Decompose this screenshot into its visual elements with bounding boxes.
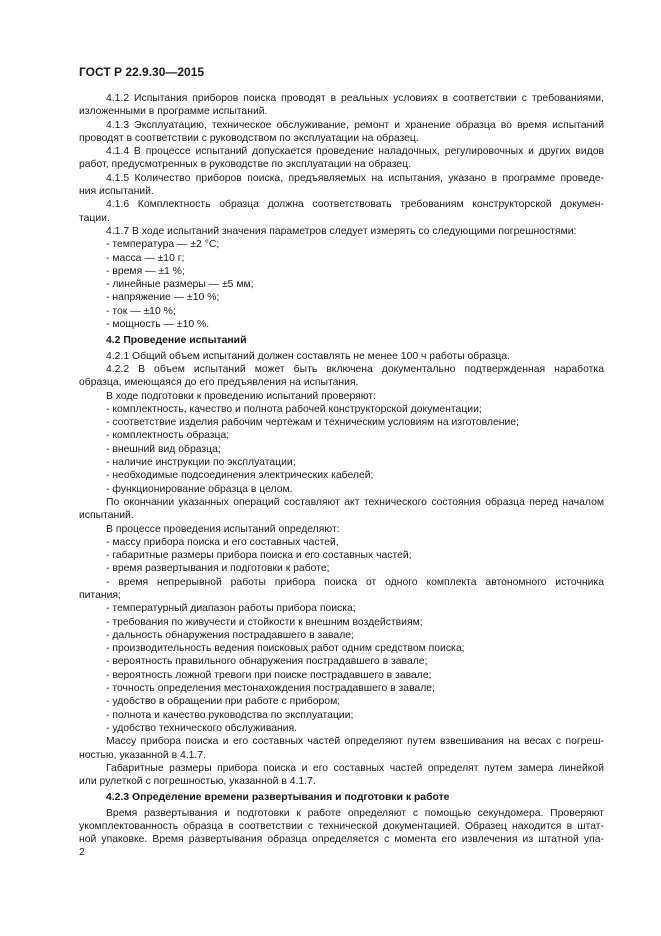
text-line: - время непрерывной работы прибора поиска от одного комплекта автономного источника [106,576,604,588]
text-line: - требования по живучести и стойкости к внешним воздействиям; [106,616,423,628]
text-line: - вероятность правильного обнаружения пострадавшего в завале; [106,656,428,668]
text-line: Время развертывания и подготовки к работе определяют с помощью секундомера. Проверяют [106,807,604,819]
text-line: - соответствие изделия рабочим чертежам и техническим условиям на изготовление; [106,417,519,429]
text-line: 4.1.2 Испытания приборов поиска проводят в реальных условиях в соответствии с требованиями, [106,93,604,104]
text-line: 4.1.6 Комплектность образца должна соответствовать требованиям конструкторской докумен- [106,199,604,211]
text-line: - внешний вид образца; [106,443,221,455]
paragraph [79,762,604,789]
text-line: - наличие инструкции по эксплуатации; [106,457,296,469]
paragraph [79,576,604,603]
text-line: - необходимые подсоединения электрических кабелей; [106,470,374,482]
text-line: 4.1.3 Эксплуатацию, техническое обслуживание, ремонт и хранение образца во время испытаний [106,119,604,131]
text-line: ностью, указанной в 4.1.7. [79,749,206,761]
text-line: - температура — ±2 °С; [106,239,220,251]
text-line: 4.1.5 Количество приборов поиска, предъявляемых на испытания, указано в программе проведе- [106,172,604,184]
text-line: 4.2.3 Определение времени развертывания и подготовки к работе [106,792,450,804]
paragraph [79,735,604,762]
text-line: - дальность обнаружения пострадавшего в завале; [106,629,354,641]
text-line: - мощность — ±10 %. [106,319,210,331]
section-heading [79,791,604,804]
paragraph [79,416,604,429]
paragraph [79,562,604,575]
text-line: 4.2 Проведение испытаний [106,335,247,347]
text-line: или рулеткой с погрешностью, указанной в 4.1.7. [79,776,316,788]
text-line: 4.1.7 В ходе испытаний значения параметров следует измерять со следующими погрешностями: [106,225,577,237]
paragraph [79,709,604,722]
paragraph [79,238,604,251]
paragraph [79,252,604,265]
text-line: - функционирование образца в целом. [106,483,293,495]
paragraph [79,695,604,708]
text-line: - удобство технического обслуживания. [106,722,298,734]
paragraph [79,145,604,172]
paragraph [79,278,604,291]
paragraph [79,198,604,225]
paragraph [79,549,604,562]
paragraph [79,172,604,199]
text-line: изложенными в программе испытаний. [79,106,268,118]
text-line: - габаритные размеры прибора поиска и его составных частей; [106,550,412,562]
text-line: Габаритные размеры прибора поиска и его составных частей определят путем замера линейкой [106,762,604,774]
text-line: укомплектованность образца в соответствии с технической документацией. Образец находится в штат- [79,821,604,833]
text-line: - температурный диапазон работы прибора поиска; [106,603,356,615]
text-line: - массу прибора поиска и его составных частей, [106,536,339,548]
paragraph [79,225,604,238]
paragraph [79,403,604,416]
text-line: - точность определения местонахождения пострадавшего в завале; [106,683,435,695]
paragraph [79,669,604,682]
text-line: - комплектность, качество и полнота рабочей конструкторской документации; [106,403,482,415]
paragraph [79,456,604,469]
paragraph [79,722,604,735]
paragraph [79,265,604,278]
paragraph [79,629,604,642]
paragraph [79,318,604,331]
paragraph [79,483,604,496]
text-line: В ходе подготовки к проведению испытаний проверяют: [106,390,376,402]
section-heading [79,334,604,347]
text-line: - линейные размеры — ±5 мм; [106,279,254,291]
text-line: - ток — ±10 %; [106,305,176,317]
text-line: - напряжение — ±10 %; [106,292,220,304]
paragraph [79,523,604,536]
paragraph [79,429,604,442]
paragraph [79,390,604,403]
paragraph [79,642,604,655]
paragraph [79,291,604,304]
text-line: 4.1.4 В процессе испытаний допускается проведение наладочных, регулировочных и других видов [106,146,604,158]
text-line: тации. [79,212,110,224]
paragraph [79,655,604,668]
paragraph [79,496,604,523]
paragraph [79,602,604,615]
text-line: работ, предусмотренных в руководстве по эксплуатации на образец. [79,159,411,171]
paragraph [79,682,604,695]
paragraph [79,536,604,549]
paragraph [79,807,604,847]
text-line: В процессе проведения испытаний определяют: [106,523,340,535]
page-number: 2 [79,846,85,858]
text-line: - производительность ведения поисковых работ одним средством поиска; [106,643,465,655]
paragraph [79,350,604,363]
paragraph [79,469,604,482]
paragraph [79,363,604,390]
text-line: проводят в соответствии с руководством по эксплуатации на образец. [79,132,419,144]
text-line: ной упаковке. Время развертывания образца определяется с момента его извлечения из штатной упа- [79,834,604,846]
document-body [79,92,604,847]
paragraph [79,92,604,119]
text-line: ния испытаний. [79,186,154,198]
text-line: - масса — ±10 г; [106,252,185,264]
paragraph [79,616,604,629]
paragraph [79,443,604,456]
document-header: ГОСТ Р 22.9.30—2015 [79,65,205,79]
text-line: - время — ±1 %; [106,265,185,277]
text-line: - полнота и качество руководства по эксплуатации; [106,709,354,721]
text-line: - вероятность ложной тревоги при поиске пострадавшего в завале; [106,669,432,681]
text-line: образца, имеющаяся до его предъявления на испытания. [79,377,359,389]
text-line: испытаний. [79,510,134,522]
text-line: - время развертывания и подготовки к работе; [106,563,330,575]
paragraph [79,305,604,318]
text-line: По окончании указанных операций составляют акт технического состояния образца перед началом [106,496,604,508]
text-line: 4.2.2 В объем испытаний может быть включена документально подтвержденная наработка [106,363,604,375]
text-line: - удобство в обращении при работе с прибором; [106,696,341,708]
text-line: Массу прибора поиска и его составных частей определяют путем взвешивания на весах с погреш- [106,736,604,748]
text-line: - комплектность образца; [106,430,230,442]
paragraph [79,119,604,146]
text-line: 4.2.1 Общий объем испытаний должен составлять не менее 100 ч работы образца. [106,350,511,362]
text-line: питания; [79,589,121,601]
